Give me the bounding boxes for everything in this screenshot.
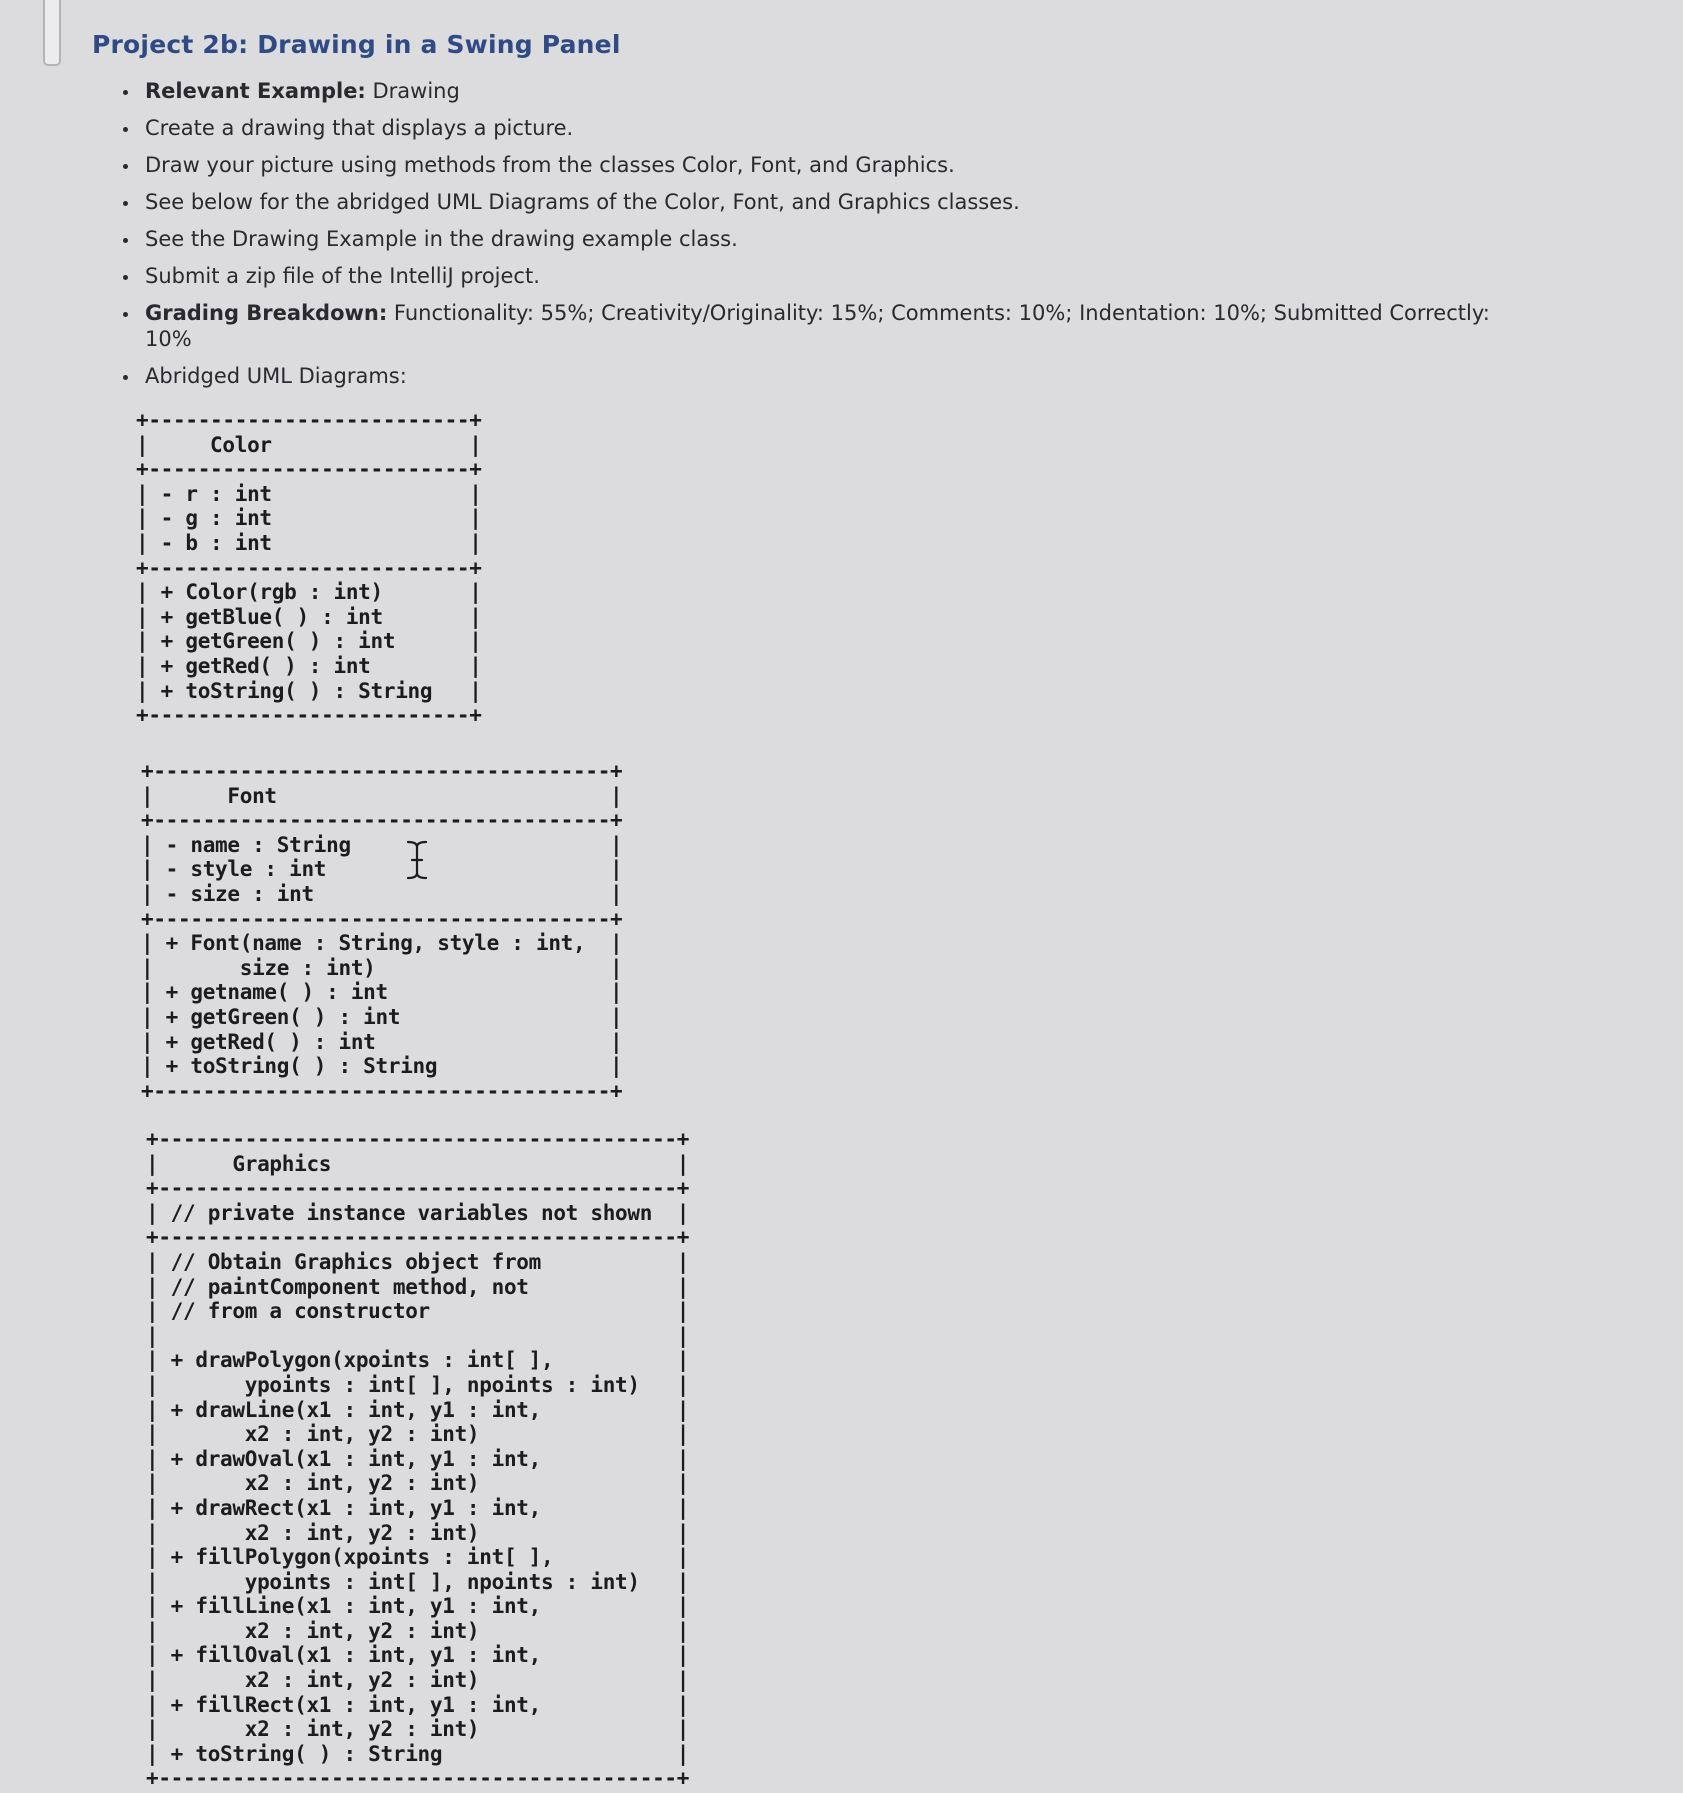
list-item <box>120 300 1500 352</box>
list-item: Abridged UML Diagrams: <box>120 363 1500 389</box>
uml-line: | + drawOval(x1 : int, y1 : int, | <box>146 1446 690 1471</box>
uml-line: | x2 : int, y2 : int) | <box>146 1618 690 1643</box>
list-item: See the Drawing Example in the drawing example class. <box>120 226 1500 252</box>
scroll-handle[interactable] <box>43 0 61 66</box>
list-item: See below for the abridged UML Diagrams of the Color, Font, and Graphics classes. <box>120 189 1500 215</box>
uml-diagram-graphics <box>146 1127 689 1791</box>
uml-line: +------------------------------------------+ <box>146 1225 690 1250</box>
uml-line: +-------------------------------------+ <box>141 906 623 931</box>
uml-line: | x2 : int, y2 : int) | <box>146 1520 690 1545</box>
uml-line: | - size : int | <box>141 881 623 906</box>
uml-line: | // paintComponent method, not | <box>146 1274 690 1299</box>
uml-line: +--------------------------+ <box>136 408 482 432</box>
requirements-list <box>120 78 1500 400</box>
relevant-example-label: Relevant Example: <box>145 79 366 103</box>
list-item: Create a drawing that displays a picture. <box>120 115 1500 141</box>
uml-line: | + getRed( ) : int | <box>141 1029 623 1054</box>
uml-line: +--------------------------+ <box>136 703 482 728</box>
uml-line: | + getBlue( ) : int | <box>136 604 482 629</box>
uml-line: | Color | <box>136 432 482 457</box>
uml-line: | + drawRect(x1 : int, y1 : int, | <box>146 1495 690 1520</box>
uml-line: | ypoints : int[ ], npoints : int) | <box>146 1569 690 1594</box>
uml-line: | Font | <box>141 783 623 808</box>
uml-line: | + toString( ) : String | <box>136 678 482 703</box>
uml-line: | x2 : int, y2 : int) | <box>146 1422 690 1447</box>
uml-line: +-------------------------------------+ <box>141 1078 623 1103</box>
uml-line: | x2 : int, y2 : int) | <box>146 1471 690 1496</box>
uml-line: | + drawLine(x1 : int, y1 : int, | <box>146 1397 690 1422</box>
uml-line: +------------------------------------------+ <box>146 1127 690 1151</box>
list-item: Draw your picture using methods from the classes Color, Font, and Graphics. <box>120 152 1500 178</box>
uml-line: | + getname( ) : int | <box>141 980 623 1005</box>
relevant-example-value: Drawing <box>365 79 460 103</box>
uml-line: | Graphics | <box>146 1151 690 1176</box>
uml-line: | + getGreen( ) : int | <box>141 1004 623 1029</box>
uml-line: | ypoints : int[ ], npoints : int) | <box>146 1372 690 1397</box>
uml-line: +--------------------------+ <box>136 457 482 482</box>
uml-line: | + fillPolygon(xpoints : int[ ], | <box>146 1545 690 1570</box>
uml-diagram-font <box>141 759 622 1103</box>
uml-line: | - g : int | <box>136 506 482 531</box>
uml-line: | - style : int | <box>141 857 623 882</box>
uml-line: | + toString( ) : String | <box>146 1741 690 1766</box>
uml-line: | + fillOval(x1 : int, y1 : int, | <box>146 1643 690 1668</box>
grading-value: Functionality: 55%; Creativity/Originality: 15%; Comments: 10%; Indentation: 10%; Submitted Correctly: 10% <box>145 301 1490 351</box>
uml-line: | size : int) | <box>141 955 623 980</box>
uml-line: | + Color(rgb : int) | <box>136 580 482 605</box>
uml-line: | + Font(name : String, style : int, | <box>141 931 623 956</box>
uml-line: | + fillRect(x1 : int, y1 : int, | <box>146 1692 690 1717</box>
uml-line: +------------------------------------------+ <box>146 1766 690 1791</box>
uml-line: | + getGreen( ) : int | <box>136 629 482 654</box>
uml-line: +------------------------------------------+ <box>146 1176 690 1201</box>
list-item: Submit a zip file of the IntelliJ project. <box>120 263 1500 289</box>
uml-line: | + toString( ) : String | <box>141 1054 623 1079</box>
uml-line: | // private instance variables not shown | <box>146 1200 690 1225</box>
page-title: Project 2b: Drawing in a Swing Panel <box>92 30 621 59</box>
uml-diagram-color <box>136 408 482 728</box>
uml-line: | - r : int | <box>136 481 482 506</box>
uml-line: | | <box>146 1323 690 1348</box>
uml-line: | - name : String | <box>141 832 623 857</box>
uml-line: | + drawPolygon(xpoints : int[ ], | <box>146 1348 690 1373</box>
uml-line: | + getRed( ) : int | <box>136 653 482 678</box>
list-item <box>120 78 1500 104</box>
uml-line: | + fillLine(x1 : int, y1 : int, | <box>146 1594 690 1619</box>
uml-line: +-------------------------------------+ <box>141 808 623 833</box>
uml-line: +--------------------------+ <box>136 555 482 580</box>
text-cursor-icon <box>404 840 430 880</box>
uml-line: | x2 : int, y2 : int) | <box>146 1668 690 1693</box>
grading-label: Grading Breakdown: <box>145 301 388 325</box>
uml-line: | - b : int | <box>136 530 482 555</box>
uml-line: +-------------------------------------+ <box>141 759 623 783</box>
uml-line: | // from a constructor | <box>146 1299 690 1324</box>
uml-line: | // Obtain Graphics object from | <box>146 1249 690 1274</box>
uml-line: | x2 : int, y2 : int) | <box>146 1717 690 1742</box>
